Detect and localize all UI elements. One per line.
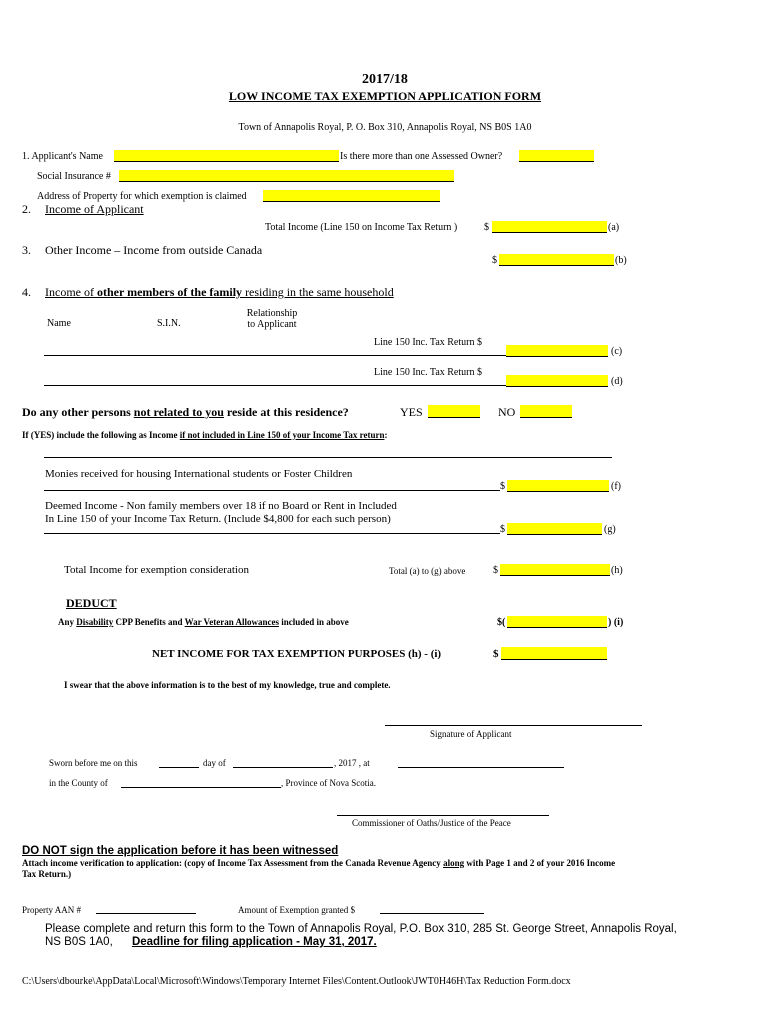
no-label: NO — [498, 405, 516, 419]
deadline-text: Deadline for filing application - May 31, 2017. — [131, 936, 377, 948]
sworn-month-field[interactable] — [233, 767, 333, 768]
property-aan-label: Property AAN # — [22, 905, 81, 915]
non-relative-line[interactable] — [44, 457, 612, 458]
attach-instruction-1: Attach income verification to application: (copy of Income Tax Assessment from the Canada Revenue Agency along with Page 1 and 2 of your 2016 Income — [22, 858, 616, 868]
deemed-label-1: Deemed Income - Non family members over 18 if no Board or Rent in Included — [45, 500, 397, 512]
monies-suffix: (f) — [611, 481, 621, 492]
col-sin-header: S.I.N. — [157, 318, 181, 329]
total-field[interactable] — [500, 564, 610, 576]
property-aan-field[interactable] — [96, 913, 196, 914]
suffix-c: (c) — [611, 346, 623, 357]
total-income-label: Total Income (Line 150 on Income Tax Return ) — [265, 222, 458, 233]
county-field[interactable] — [121, 787, 281, 788]
signature-line[interactable] — [385, 725, 642, 726]
sin-field[interactable] — [119, 170, 454, 182]
section3-number: 3. — [22, 243, 31, 257]
applicant-name-label: 1. Applicant's Name — [22, 151, 103, 162]
monies-field[interactable] — [507, 480, 609, 492]
other-income-dollar: $ — [492, 255, 497, 266]
total-suffix: (h) — [611, 565, 623, 576]
net-income-field[interactable] — [501, 647, 607, 660]
total-income-suffix: (a) — [608, 222, 620, 233]
sworn-place-field[interactable] — [398, 767, 564, 768]
family-member-line-c[interactable] — [44, 355, 506, 356]
property-address-label: Address of Property for which exemption is claimed — [37, 191, 247, 202]
total-exemption-label: Total Income for exemption consideration — [64, 564, 249, 576]
deduct-suffix: ) (i) — [608, 617, 624, 628]
sworn-before-label: Sworn before me on this — [49, 758, 138, 768]
signature-label: Signature of Applicant — [430, 729, 512, 739]
no-field[interactable] — [520, 405, 572, 418]
total-income-dollar: $ — [484, 222, 489, 233]
exemption-granted-label: Amount of Exemption granted $ — [238, 905, 355, 915]
day-of-label: day of — [203, 758, 226, 768]
line150-label-c: Line 150 Inc. Tax Return $ — [374, 337, 482, 348]
return-instruction-2: NS B0S 1A0, Deadline for filing application - May 31, 2017. — [45, 936, 377, 948]
attach-instruction-2: Tax Return.) — [22, 869, 72, 879]
form-year: 2017/18 — [362, 72, 408, 87]
deemed-suffix: (g) — [604, 524, 616, 535]
total-income-field[interactable] — [492, 221, 607, 233]
deduct-description: Any Disability CPP Benefits and War Veteran Allowances included in above — [58, 617, 349, 627]
col-name-header: Name — [47, 318, 71, 329]
sworn-day-field[interactable] — [159, 767, 199, 768]
total-dollar: $ — [493, 565, 498, 576]
commissioner-line[interactable] — [337, 815, 549, 816]
family-member-line-d[interactable] — [44, 385, 506, 386]
town-address: Town of Annapolis Royal, P. O. Box 310, Annapolis Royal, NS B0S 1A0 — [238, 122, 532, 133]
assessed-owner-label: Is there more than one Assessed Owner? — [340, 151, 503, 162]
commissioner-label: Commissioner of Oaths/Justice of the Peace — [352, 818, 511, 828]
deemed-line[interactable] — [44, 533, 500, 534]
section4-title: Income of other members of the family residing in the same household — [45, 285, 394, 299]
deduct-title: DEDUCT — [66, 596, 117, 610]
total-sub-label: Total (a) to (g) above — [389, 566, 466, 576]
family-income-field-d[interactable] — [506, 375, 608, 387]
deemed-dollar: $ — [500, 524, 505, 535]
other-income-suffix: (b) — [615, 255, 627, 266]
province-label: , Province of Nova Scotia. — [281, 778, 376, 788]
deduct-field[interactable] — [507, 616, 607, 628]
return-instruction-1: Please complete and return this form to the Town of Annapolis Royal, P.O. Box 310, 285 St. George Street, Annapolis Royal, — [45, 923, 677, 935]
yes-field[interactable] — [428, 405, 480, 418]
section2-number: 2. — [22, 202, 31, 216]
monies-label: Monies received for housing International students or Foster Children — [45, 468, 353, 480]
form-title: LOW INCOME TAX EXEMPTION APPLICATION FORM — [228, 89, 542, 103]
col-relationship-header: Relationship to Applicant — [246, 308, 298, 330]
other-persons-question: Do any other persons not related to you reside at this residence? — [22, 405, 349, 419]
monies-line[interactable] — [44, 490, 500, 491]
deemed-label-2: In Line 150 of your Income Tax Return. (Include $4,800 for each such person) — [45, 513, 391, 525]
net-income-label: NET INCOME FOR TAX EXEMPTION PURPOSES (h) - (i) — [152, 648, 442, 660]
swear-statement: I swear that the above information is to the best of my knowledge, true and complete. — [64, 680, 391, 690]
file-path-footer: C:\Users\dbourke\AppData\Local\Microsoft\Windows\Temporary Internet Files\Content.Outlook\JWT0H46H\Tax Reduction Form.docx — [22, 976, 571, 987]
yes-label: YES — [400, 405, 423, 419]
exemption-granted-field[interactable] — [380, 913, 484, 914]
include-instruction: If (YES) include the following as Income if not included in Line 150 of your Income Tax return: — [22, 430, 388, 440]
line150-label-d: Line 150 Inc. Tax Return $ — [374, 367, 482, 378]
applicant-name-field[interactable] — [114, 150, 339, 162]
section2-title: Income of Applicant — [45, 202, 144, 216]
deduct-dollar: $( — [497, 617, 506, 628]
section4-number: 4. — [22, 285, 31, 299]
assessed-owner-field[interactable] — [519, 150, 594, 162]
sin-label: Social Insurance # — [37, 171, 111, 182]
county-label: in the County of — [49, 778, 108, 788]
section3-title: Other Income – Income from outside Canada — [45, 243, 263, 257]
sworn-year-label: , 2017 , at — [334, 758, 370, 768]
monies-dollar: $ — [500, 481, 505, 492]
other-income-field[interactable] — [499, 254, 614, 266]
suffix-d: (d) — [611, 376, 623, 387]
property-address-field[interactable] — [263, 190, 440, 202]
family-income-field-c[interactable] — [506, 345, 608, 357]
do-not-sign-warning: DO NOT sign the application before it has been witnessed — [22, 845, 339, 857]
net-dollar: $ — [493, 648, 499, 660]
deemed-field[interactable] — [507, 523, 602, 535]
